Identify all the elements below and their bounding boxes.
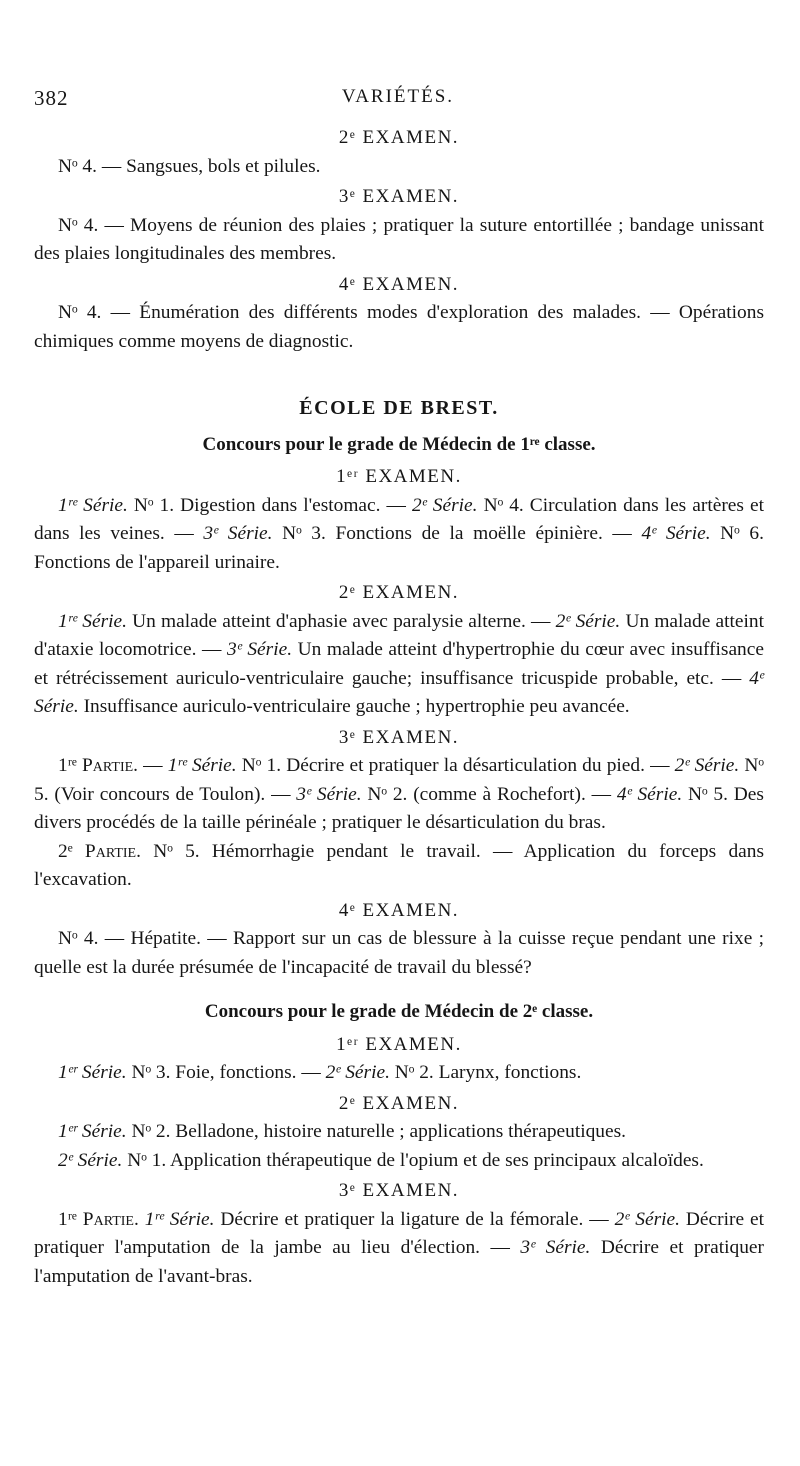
text-run: Nᵒ 1. Application thérapeutique de l'opium et de ses principaux alcaloïdes. (127, 1149, 704, 1171)
school-heading: ÉCOLE DE BREST. (299, 397, 499, 419)
partie-label: 1ʳᵉ Partie. (58, 755, 139, 776)
paragraph: Nᵒ 4. — Énumération des différents modes d'exploration des malades. — Opérations chimiques comme moyens de diagnostic. (34, 302, 764, 352)
exam-heading: 2ᵉ EXAMEN. (338, 127, 460, 148)
text-run: Insuffisance auriculo-ventriculaire gauche ; hypertrophie peu avancée. (83, 696, 630, 717)
exam-heading: 4ᵉ EXAMEN. (338, 899, 460, 921)
text-run: Un malade atteint d'hypertrophie du cœur avec insuffisance et rétrécissement auriculo-ventriculaire gauche; insuffisance tricuspide probable, etc. — (34, 639, 764, 689)
exam-heading: 3ᵉ EXAMEN. (338, 726, 460, 748)
text-run: Décrire et pratiquer l'amputation de l'avant-bras. (34, 1237, 764, 1287)
text-run: Nᵒ 2. Larynx, fonctions. (394, 1062, 582, 1083)
text-run: Nᵒ 4. Circulation dans les artères et dans les veines. — (34, 494, 765, 544)
serie-label: 4ᵉ Série. (616, 783, 683, 805)
paragraph (34, 1118, 764, 1147)
serie-label: 3ᵉ Série. (296, 783, 362, 805)
running-head: VARIÉTÉS. (341, 86, 455, 107)
paragraph: Nᵒ 4. — Moyens de réunion des plaies ; pratiquer la suture entortillée ; bandage unissant des plaies longitudinales des membres. (34, 214, 764, 264)
paragraph (34, 608, 764, 722)
paragraph (34, 1059, 764, 1088)
serie-label: 3ᵉ Série. (520, 1237, 591, 1258)
concours-heading: Concours pour le grade de Médecin de 1ʳᵉ classe. (202, 433, 596, 455)
serie-label: 2ᵉ Série. (555, 610, 621, 632)
text-run: Nᵒ 3. Fonctions de la moëlle épinière. — (282, 523, 632, 544)
text-run: Décrire et pratiquer l'amputation de la jambe au lieu d'élection. — (34, 1208, 764, 1258)
partie-label: 2ᵉ Partie. (58, 840, 141, 862)
serie-label: 3ᵉ Série. (227, 639, 293, 660)
serie-label: 1ʳᵉ Série. (144, 1208, 215, 1230)
text-run: Un malade atteint d'aphasie avec paralysie alterne. — (132, 610, 551, 632)
text-run: Nᵒ 5. (Voir concours de Toulon). — (34, 755, 765, 805)
paragraph (34, 838, 764, 895)
serie-label: 2ᵉ Série. (411, 494, 478, 516)
exam-heading: 2ᵉ EXAMEN. (338, 1092, 460, 1114)
paragraph (34, 492, 764, 578)
partie-label: 1ʳᵉ Partie. (58, 1208, 139, 1230)
text-run: Nᵒ 5. Des divers procédés de la taille périnéale ; pratiquer le désarticulation du bras. (34, 783, 764, 833)
serie-label: 1ʳᵉ Série. (167, 755, 237, 776)
text-run: Nᵒ 1. Digestion dans l'estomac. — (133, 494, 406, 516)
paragraph: 1ʳᵉ Partie. — 1ʳᵉ Série. Nᵒ 1. Décrire et pratiquer la désarticulation du pied. — 2ᵉ Série. Nᵒ 5. (Voir concours de Toulon). — 3ᵉ Série. Nᵒ 2. (comme à Rochefort). — 4ᵉ Série. Nᵒ 5. Des divers procédés de la taille périnéale ; pratiquer le désarticulation du bras. (34, 755, 765, 833)
text-run: Décrire et pratiquer la ligature de la fémorale. — (220, 1208, 609, 1230)
serie-label: 2ᵉ Série. (325, 1062, 390, 1083)
serie-label: 1ʳᵉ Série. (58, 610, 127, 632)
text-run: Nᵒ 2. Belladone, histoire naturelle ; applications thérapeutiques. (131, 1121, 627, 1142)
serie-label: 1ᵉʳ Série. (58, 1062, 127, 1083)
concours-heading: Concours pour le grade de Médecin de 2ᵉ classe. (204, 1001, 594, 1022)
serie-label: 2ᵉ Série. (674, 755, 740, 776)
serie-label: 4ᵉ Série. (34, 667, 764, 717)
text-run: Nᵒ 6. Fonctions de l'appareil urinaire. (34, 523, 764, 573)
page-content (34, 122, 764, 1291)
page-number: 382 (34, 86, 69, 110)
page-header (34, 86, 762, 116)
exam-heading: 4ᵉ EXAMEN. (338, 273, 460, 295)
text-run: Nᵒ 2. (comme à Rochefort). — (367, 783, 612, 805)
text-run: Nᵒ 3. Foie, fonctions. — (131, 1062, 321, 1083)
serie-label: 1ʳᵉ Série. (58, 494, 128, 516)
paragraph (34, 1206, 764, 1292)
exam-heading: 2ᵉ EXAMEN. (338, 582, 460, 603)
serie-label: 3ᵉ Série. (203, 523, 273, 544)
serie-label: 1ᵉʳ Série. (58, 1121, 127, 1142)
paragraph: Nᵒ 4. — Sangsues, bols et pilules. (58, 155, 321, 177)
exam-heading: 3ᵉ EXAMEN. (338, 1180, 460, 1201)
serie-label: 2ᵉ Série. (614, 1208, 680, 1230)
text-run: Nᵒ 1. Décrire et pratiquer la désarticulation du pied. — (241, 755, 670, 776)
text-run: Un malade atteint d'ataxie locomotrice. — (34, 610, 764, 660)
exam-heading: 1ᵉʳ EXAMEN. (336, 1033, 462, 1055)
serie-label: 4ᵉ Série. (641, 523, 711, 544)
exam-heading: 3ᵉ EXAMEN. (338, 186, 460, 207)
serie-label: 2ᵉ Série. (58, 1149, 123, 1171)
paragraph: Nᵒ 4. — Hépatite. — Rapport sur un cas de blessure à la cuisse reçue pendant une rixe ; quelle est la durée présumée de l'incapacité de travail du blessé? (34, 928, 764, 978)
paragraph (34, 1147, 764, 1176)
exam-heading: 1ᵉʳ EXAMEN. (336, 466, 462, 487)
text-run: Nᵒ 5. Hémorrhagie pendant le travail. — Application du forceps dans l'excavation. (34, 840, 764, 890)
